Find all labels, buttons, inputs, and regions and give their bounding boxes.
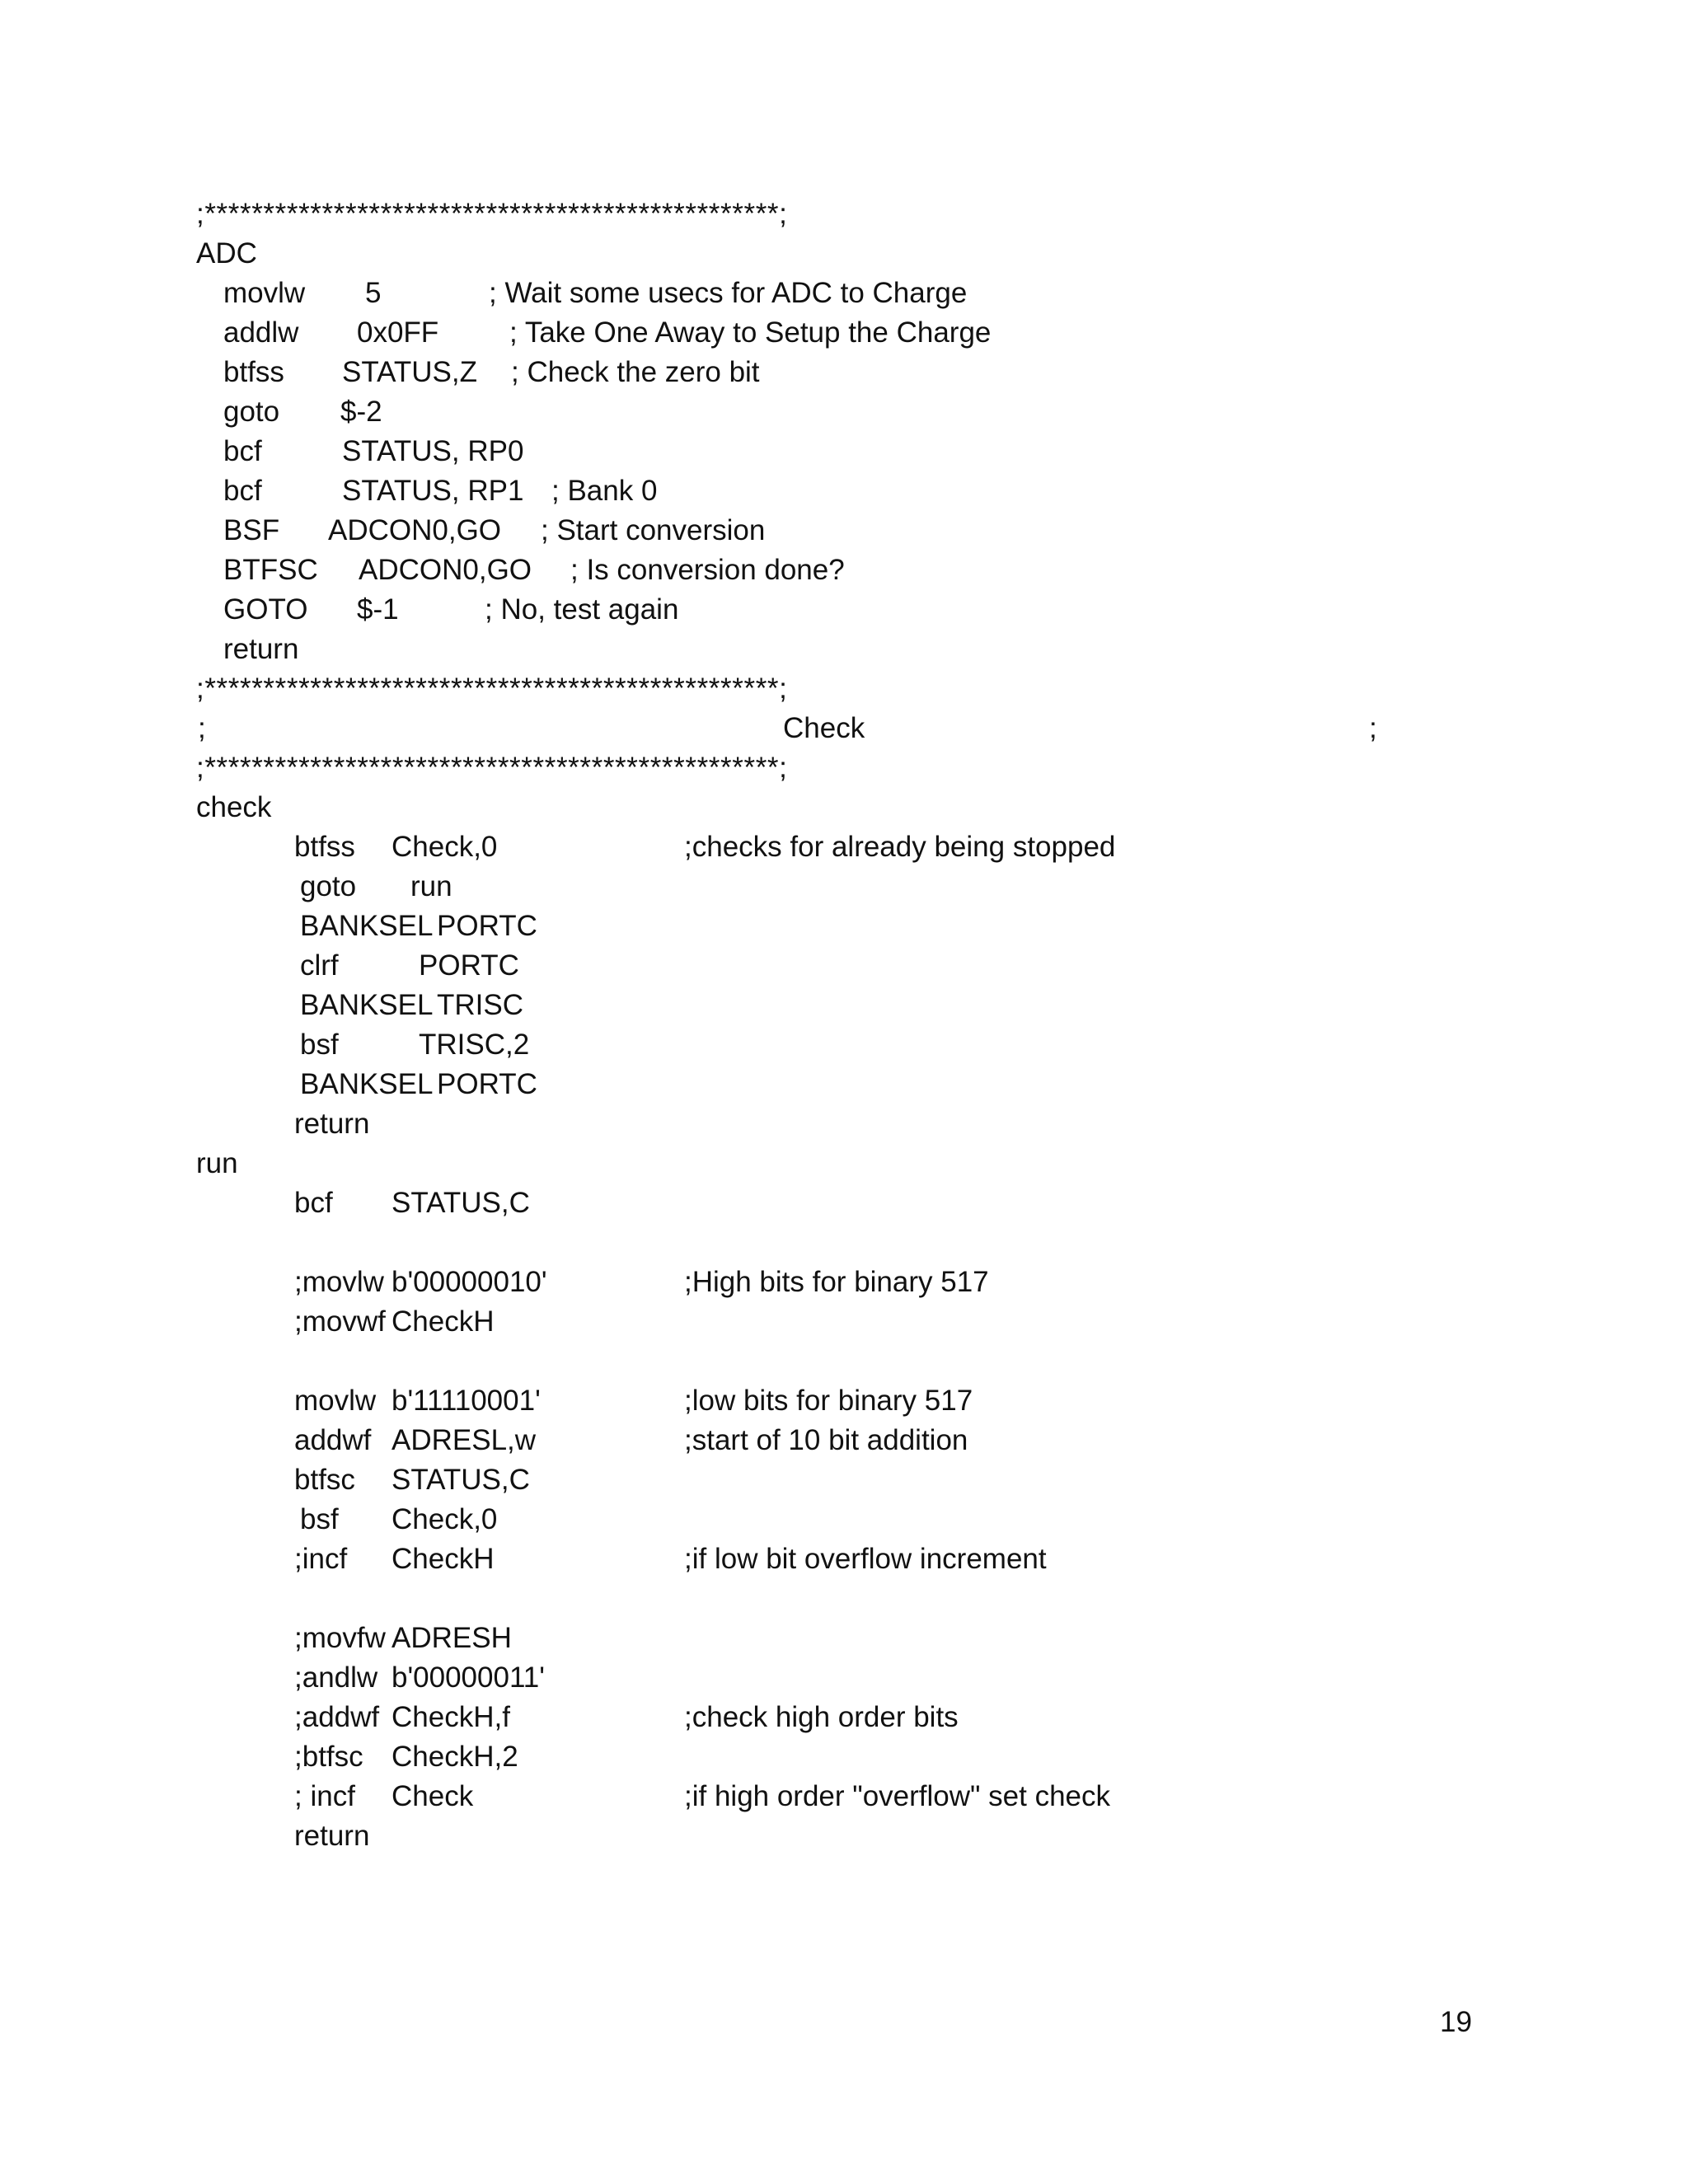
- opcode: return: [223, 633, 299, 665]
- code-line: [0, 1108, 370, 1141]
- opcode: ;addwf: [294, 1701, 380, 1733]
- comment: ;check high order bits: [684, 1701, 959, 1733]
- operand: STATUS, RP1: [342, 475, 524, 507]
- opcode: return: [294, 1820, 370, 1852]
- comment: ;checks for already being stopped: [684, 831, 1116, 863]
- operand: CheckH: [392, 1305, 495, 1338]
- code-line: [0, 356, 760, 389]
- opcode: ;btfsc: [294, 1741, 363, 1773]
- comment: ;start of 10 bit addition: [684, 1424, 968, 1456]
- opcode: ;movlw: [294, 1266, 384, 1298]
- operand: $-2: [340, 396, 382, 428]
- separator-stars: ;*************************************************;: [196, 673, 788, 705]
- code-line: [0, 435, 524, 468]
- opcode: BANKSEL: [300, 1068, 434, 1100]
- comment: ; Take One Away to Setup the Charge: [509, 316, 992, 349]
- separator-stars: ;*************************************************;: [196, 198, 788, 230]
- code-line: [0, 1820, 370, 1853]
- code-line: [0, 1424, 968, 1457]
- code-line: [0, 1068, 537, 1101]
- code-line: [0, 316, 992, 349]
- comment: ;High bits for binary 517: [684, 1266, 989, 1298]
- operand: Check,0: [392, 1503, 498, 1535]
- opcode: BSF: [223, 514, 280, 546]
- opcode: ;andlw: [294, 1661, 378, 1694]
- operand: run: [410, 870, 452, 902]
- code-line: [0, 1503, 498, 1536]
- label-run: run: [196, 1147, 238, 1179]
- operand: b'11110001': [392, 1385, 541, 1417]
- operand: b'00000011': [392, 1661, 545, 1694]
- separator-line: [0, 752, 788, 785]
- opcode: movlw: [223, 277, 306, 309]
- operand: 5: [365, 277, 382, 309]
- separator-line: [0, 673, 788, 705]
- code-line: [0, 1464, 530, 1497]
- opcode: btfss: [223, 356, 284, 388]
- opcode: bcf: [223, 435, 262, 467]
- comment: ; No, test again: [485, 593, 679, 626]
- section-title: Check: [783, 712, 865, 744]
- opcode: bsf: [300, 1503, 339, 1535]
- comment: ; Start conversion: [541, 514, 766, 546]
- opcode: bcf: [294, 1187, 333, 1219]
- code-label: [0, 791, 272, 824]
- code-line: [0, 277, 968, 310]
- comment: ; Bank 0: [551, 475, 658, 507]
- code-line: [0, 1029, 530, 1062]
- operand: STATUS,C: [392, 1187, 530, 1219]
- code-line: [0, 1661, 545, 1694]
- code-line: [0, 1543, 1047, 1576]
- opcode: ;incf: [294, 1543, 348, 1575]
- comment: ;if low bit overflow increment: [684, 1543, 1047, 1575]
- opcode: BANKSEL: [300, 910, 434, 942]
- operand: Check,0: [392, 831, 498, 863]
- opcode: addlw: [223, 316, 299, 349]
- operand: ADRESL,w: [392, 1424, 537, 1456]
- operand: STATUS,C: [392, 1464, 530, 1496]
- operand: Check: [392, 1780, 474, 1812]
- opcode: movlw: [294, 1385, 377, 1417]
- operand: TRISC: [437, 989, 523, 1021]
- comment: ; Wait some usecs for ADC to Charge: [489, 277, 968, 309]
- opcode: goto: [300, 870, 357, 902]
- opcode: ;movwf: [294, 1305, 386, 1338]
- code-line: [0, 1305, 495, 1338]
- code-line: [0, 870, 452, 903]
- opcode: BANKSEL: [300, 989, 434, 1021]
- code-line: [0, 514, 766, 547]
- code-label: [0, 237, 257, 270]
- code-line: [0, 1780, 1111, 1813]
- code-line: [0, 475, 658, 508]
- page-number: 19: [1440, 2006, 1472, 2038]
- code-line: [0, 1741, 518, 1774]
- opcode: return: [294, 1108, 370, 1140]
- header-left-semicolon: ;: [198, 712, 206, 744]
- operand: STATUS, RP0: [342, 435, 524, 467]
- operand: ADRESH: [392, 1622, 512, 1654]
- code-line: [0, 554, 845, 587]
- opcode: clrf: [300, 949, 339, 982]
- operand: ADCON0,GO: [328, 514, 502, 546]
- code-label: [0, 1147, 238, 1180]
- operand: PORTC: [437, 910, 537, 942]
- opcode: ; incf: [294, 1780, 355, 1812]
- comment: ; Is conversion done?: [570, 554, 845, 586]
- separator-line: [0, 198, 788, 231]
- opcode: goto: [223, 396, 280, 428]
- code-line: [0, 831, 1116, 864]
- code-line: [0, 633, 299, 666]
- operand: ADCON0,GO: [359, 554, 532, 586]
- operand: 0x0FF: [357, 316, 439, 349]
- label-check: check: [196, 791, 272, 823]
- code-line: [0, 910, 537, 943]
- section-header: [0, 712, 1377, 745]
- header-right-semicolon: ;: [1369, 712, 1377, 744]
- operand: b'00000010': [392, 1266, 547, 1298]
- opcode: bsf: [300, 1029, 339, 1061]
- comment: ;if high order "overflow" set check: [684, 1780, 1111, 1812]
- code-line: [0, 1622, 512, 1655]
- operand: $-1: [357, 593, 399, 626]
- code-line: [0, 1385, 973, 1418]
- operand: CheckH: [392, 1543, 495, 1575]
- opcode: BTFSC: [223, 554, 318, 586]
- opcode: GOTO: [223, 593, 308, 626]
- operand: CheckH,f: [392, 1701, 510, 1733]
- code-line: [0, 396, 382, 429]
- code-line: [0, 1187, 530, 1220]
- operand: STATUS,Z: [342, 356, 477, 388]
- code-line: [0, 949, 519, 982]
- operand: PORTC: [437, 1068, 537, 1100]
- opcode: ;movfw: [294, 1622, 386, 1654]
- opcode: bcf: [223, 475, 262, 507]
- comment: ; Check the zero bit: [511, 356, 760, 388]
- code-line: [0, 1701, 959, 1734]
- operand: PORTC: [419, 949, 519, 982]
- comment: ;low bits for binary 517: [684, 1385, 973, 1417]
- label-adc: ADC: [196, 237, 257, 269]
- opcode: btfsc: [294, 1464, 355, 1496]
- code-line: [0, 989, 523, 1022]
- code-line: [0, 1266, 989, 1299]
- operand: TRISC,2: [419, 1029, 530, 1061]
- operand: CheckH,2: [392, 1741, 518, 1773]
- separator-stars: ;*************************************************;: [196, 752, 788, 784]
- opcode: addwf: [294, 1424, 372, 1456]
- opcode: btfss: [294, 831, 355, 863]
- code-line: [0, 593, 679, 626]
